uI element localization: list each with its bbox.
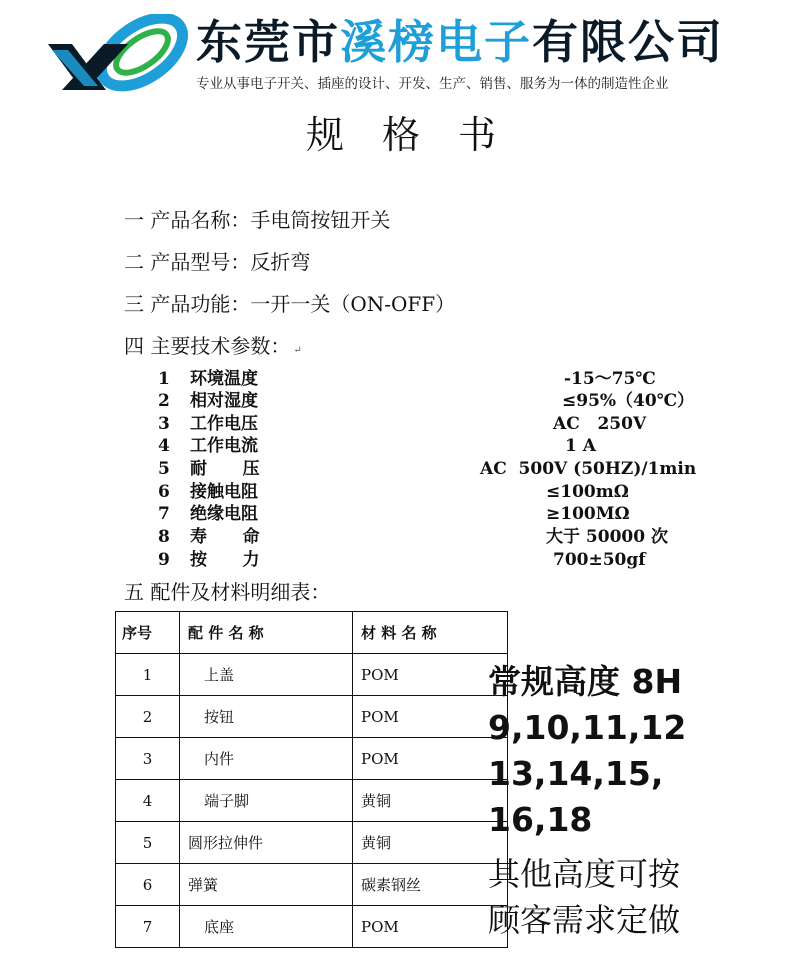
param-value: ≤95%（40℃） xyxy=(562,391,695,411)
param-row xyxy=(158,413,703,435)
section-parts-table-text: 五 配件及材料明细表： xyxy=(124,580,331,604)
param-name: 耐 压 xyxy=(190,459,260,479)
param-row xyxy=(158,390,703,412)
param-row xyxy=(158,503,703,525)
note-line-6: 顾客需求定做 xyxy=(488,901,681,939)
row-part: 底座 xyxy=(180,906,353,948)
table-row xyxy=(116,654,508,696)
row-no: 2 xyxy=(116,696,180,738)
row-material: POM xyxy=(353,738,508,780)
param-number: 9 xyxy=(158,550,170,570)
table-row xyxy=(116,822,508,864)
param-row xyxy=(158,481,703,503)
param-row xyxy=(158,549,703,571)
note-line-4: 16,18 xyxy=(488,800,593,839)
row-material: 黄铜 xyxy=(353,780,508,822)
row-material: 碳素钢丝 xyxy=(353,864,508,906)
row-no: 6 xyxy=(116,864,180,906)
row-material: POM xyxy=(353,696,508,738)
note-line-5: 其他高度可按 xyxy=(488,855,681,893)
company-name-part2: 溪榜电子 xyxy=(340,15,532,69)
header-part: 配 件 名 称 xyxy=(180,612,353,654)
param-row xyxy=(158,368,703,390)
param-number: 2 xyxy=(158,391,170,411)
param-row xyxy=(158,458,703,480)
param-number: 7 xyxy=(158,504,170,524)
section-product-model xyxy=(124,248,310,276)
table-row xyxy=(116,696,508,738)
row-part: 按钮 xyxy=(180,696,353,738)
paragraph-mark-icon: ↵ xyxy=(293,345,302,356)
param-value: 1 A xyxy=(565,436,596,456)
param-name: 相对湿度 xyxy=(190,391,258,411)
section-product-name xyxy=(124,206,390,234)
param-value: -15～75℃ xyxy=(564,369,656,389)
section-product-function-text: 三 产品功能：一开一关（ON-OFF） xyxy=(124,292,456,316)
row-no: 7 xyxy=(116,906,180,948)
row-part: 上盖 xyxy=(180,654,353,696)
param-number: 6 xyxy=(158,482,170,502)
document-title: 规格书 xyxy=(305,113,534,157)
company-name-part3: 有限公司 xyxy=(532,15,724,69)
table-header-row xyxy=(116,612,508,654)
header-no: 序号 xyxy=(116,612,180,654)
row-no: 1 xyxy=(116,654,180,696)
param-number: 1 xyxy=(158,369,170,389)
param-value: 大于 50000 次 xyxy=(546,527,668,547)
row-no: 5 xyxy=(116,822,180,864)
parts-table xyxy=(115,611,508,948)
table-row xyxy=(116,864,508,906)
param-name: 绝缘电阻 xyxy=(190,504,258,524)
section-tech-params-text: 四 主要技术参数： xyxy=(124,334,291,358)
section-product-name-text: 一 产品名称：手电筒按钮开关 xyxy=(124,208,391,232)
param-value: 700±50gf xyxy=(553,550,646,570)
section-tech-params xyxy=(124,332,302,365)
param-value: ≥100MΩ xyxy=(546,504,630,524)
note-line-1: 常规高度 8H xyxy=(488,662,683,701)
param-name: 寿 命 xyxy=(190,527,260,547)
company-tagline: 专业从事电子开关、插座的设计、开发、生产、销售、服务为一体的制造性企业 xyxy=(196,76,669,92)
row-material: 黄铜 xyxy=(353,822,508,864)
section-product-model-text: 二 产品型号：反折弯 xyxy=(124,250,311,274)
note-line-3: 13,14,15, xyxy=(488,754,664,793)
param-name: 工作电压 xyxy=(190,414,258,434)
param-value: AC 250V xyxy=(553,414,647,434)
row-no: 3 xyxy=(116,738,180,780)
param-name: 按 力 xyxy=(190,550,260,570)
param-name: 接触电阻 xyxy=(190,482,258,502)
table-row xyxy=(116,906,508,948)
param-number: 8 xyxy=(158,527,170,547)
param-name: 环境温度 xyxy=(190,369,258,389)
row-part: 圆形拉伸件 xyxy=(180,822,353,864)
row-part: 弹簧 xyxy=(180,864,353,906)
section-product-function xyxy=(124,290,455,318)
section-parts-table xyxy=(124,578,330,606)
row-part: 内件 xyxy=(180,738,353,780)
header-material: 材 料 名 称 xyxy=(353,612,508,654)
param-number: 5 xyxy=(158,459,170,479)
note-line-2: 9,10,11,12 xyxy=(488,708,687,747)
param-value: ≤100mΩ xyxy=(546,482,629,502)
table-row xyxy=(116,738,508,780)
param-number: 3 xyxy=(158,414,170,434)
param-row xyxy=(158,526,703,548)
param-name: 工作电流 xyxy=(190,436,258,456)
param-number: 4 xyxy=(158,436,170,456)
row-material: POM xyxy=(353,906,508,948)
row-material: POM xyxy=(353,654,508,696)
table-row xyxy=(116,780,508,822)
row-part: 端子脚 xyxy=(180,780,353,822)
company-logo xyxy=(44,14,194,92)
param-row xyxy=(158,435,703,457)
param-value: AC 500V (50HZ)/1min xyxy=(480,459,697,479)
company-name xyxy=(196,14,724,70)
company-name-part1: 东莞市 xyxy=(196,15,340,69)
row-no: 4 xyxy=(116,780,180,822)
